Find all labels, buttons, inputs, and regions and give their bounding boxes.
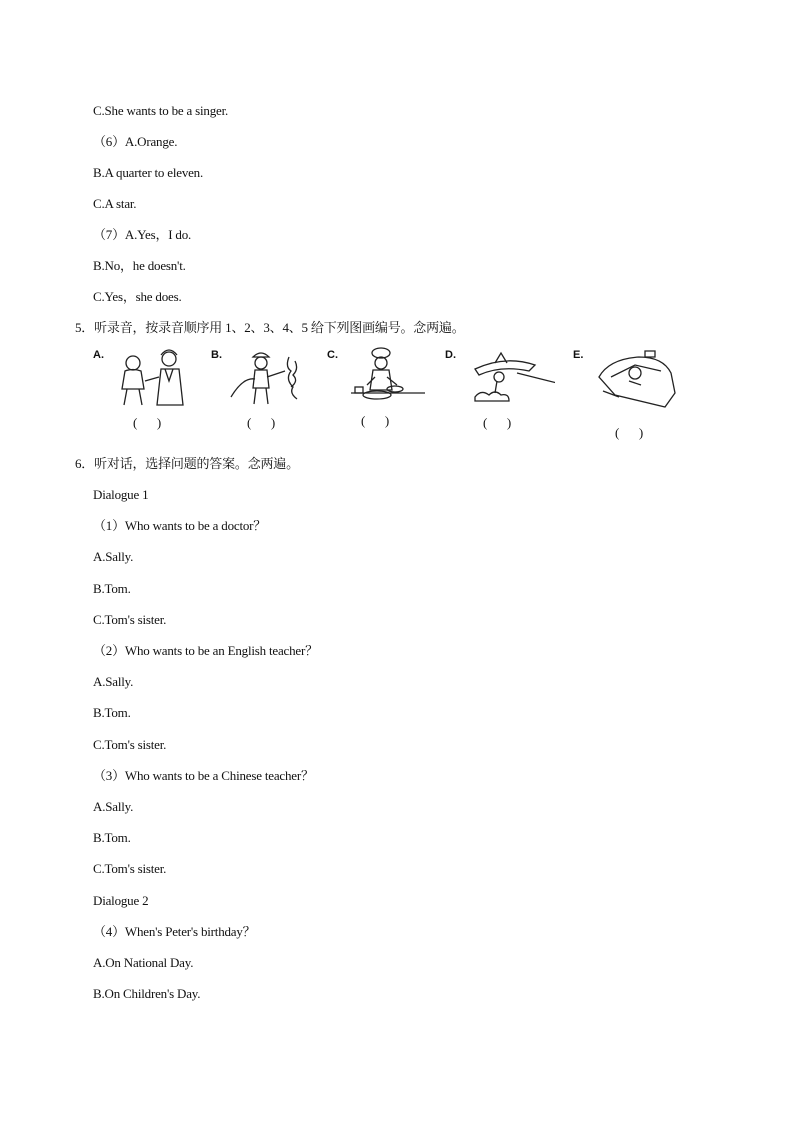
- option-line: B.Tom.: [93, 705, 131, 720]
- picture-a: [93, 343, 193, 443]
- doctor-patient-illustration-icon: [103, 347, 193, 412]
- question-line: （3）Who wants to be a Chinese teacher？: [93, 768, 314, 783]
- option-line: C.Tom's sister.: [93, 861, 167, 876]
- option-line: A.Sally.: [93, 549, 134, 564]
- firefighter-illustration-icon: [221, 347, 311, 412]
- option-line: A.Sally.: [93, 674, 134, 689]
- option-line: B.On Children's Day.: [93, 986, 201, 1001]
- option-line: B.No，he doesn't.: [93, 258, 186, 273]
- picture-letter: E.: [573, 349, 584, 361]
- picture-letter: D.: [445, 349, 456, 361]
- question-line: （4）When's Peter's birthday？: [93, 924, 256, 939]
- dialogue-heading: Dialogue 1: [93, 487, 149, 502]
- picture-letter: C.: [327, 349, 338, 361]
- question-line: （2）Who wants to be an English teacher？: [93, 643, 318, 658]
- picture-e: [573, 343, 673, 443]
- option-line: C.She wants to be a singer.: [93, 103, 229, 118]
- dialogue-heading: Dialogue 2: [93, 893, 149, 908]
- picture-d: [445, 343, 545, 443]
- option-line: C.Yes，she does.: [93, 289, 182, 304]
- picture-c: [327, 343, 427, 443]
- option-line: C.Tom's sister.: [93, 737, 167, 752]
- option-line: A.Sally.: [93, 799, 134, 814]
- driver-car-illustration-icon: [583, 347, 683, 412]
- question-line: （7）A.Yes，I do.: [93, 227, 192, 242]
- question-line: （1）Who wants to be a doctor？: [93, 518, 267, 533]
- option-line: B.Tom.: [93, 830, 131, 845]
- option-line: C.A star.: [93, 196, 137, 211]
- picture-row: [93, 343, 683, 443]
- option-line: B.A quarter to eleven.: [93, 165, 204, 180]
- answer-blank[interactable]: ( ): [247, 415, 276, 430]
- answer-blank[interactable]: ( ): [615, 425, 644, 440]
- answer-blank[interactable]: ( ): [361, 413, 390, 428]
- answer-blank[interactable]: ( ): [483, 415, 512, 430]
- pilot-plane-illustration-icon: [455, 347, 555, 412]
- picture-letter: A.: [93, 349, 104, 361]
- answer-blank[interactable]: ( ): [133, 415, 162, 430]
- question-line: （6）A.Orange.: [93, 134, 178, 149]
- section-5-heading: 5．听录音，按录音顺序用 1、2、3、4、5 给下列图画编号。念两遍。: [75, 320, 465, 335]
- picture-letter: B.: [211, 349, 222, 361]
- picture-b: [211, 343, 311, 443]
- option-line: C.Tom's sister.: [93, 612, 167, 627]
- section-6-heading: 6．听对话，选择问题的答案。念两遍。: [75, 456, 299, 471]
- cook-illustration-icon: [337, 347, 427, 412]
- option-line: B.Tom.: [93, 581, 131, 596]
- option-line: A.On National Day.: [93, 955, 194, 970]
